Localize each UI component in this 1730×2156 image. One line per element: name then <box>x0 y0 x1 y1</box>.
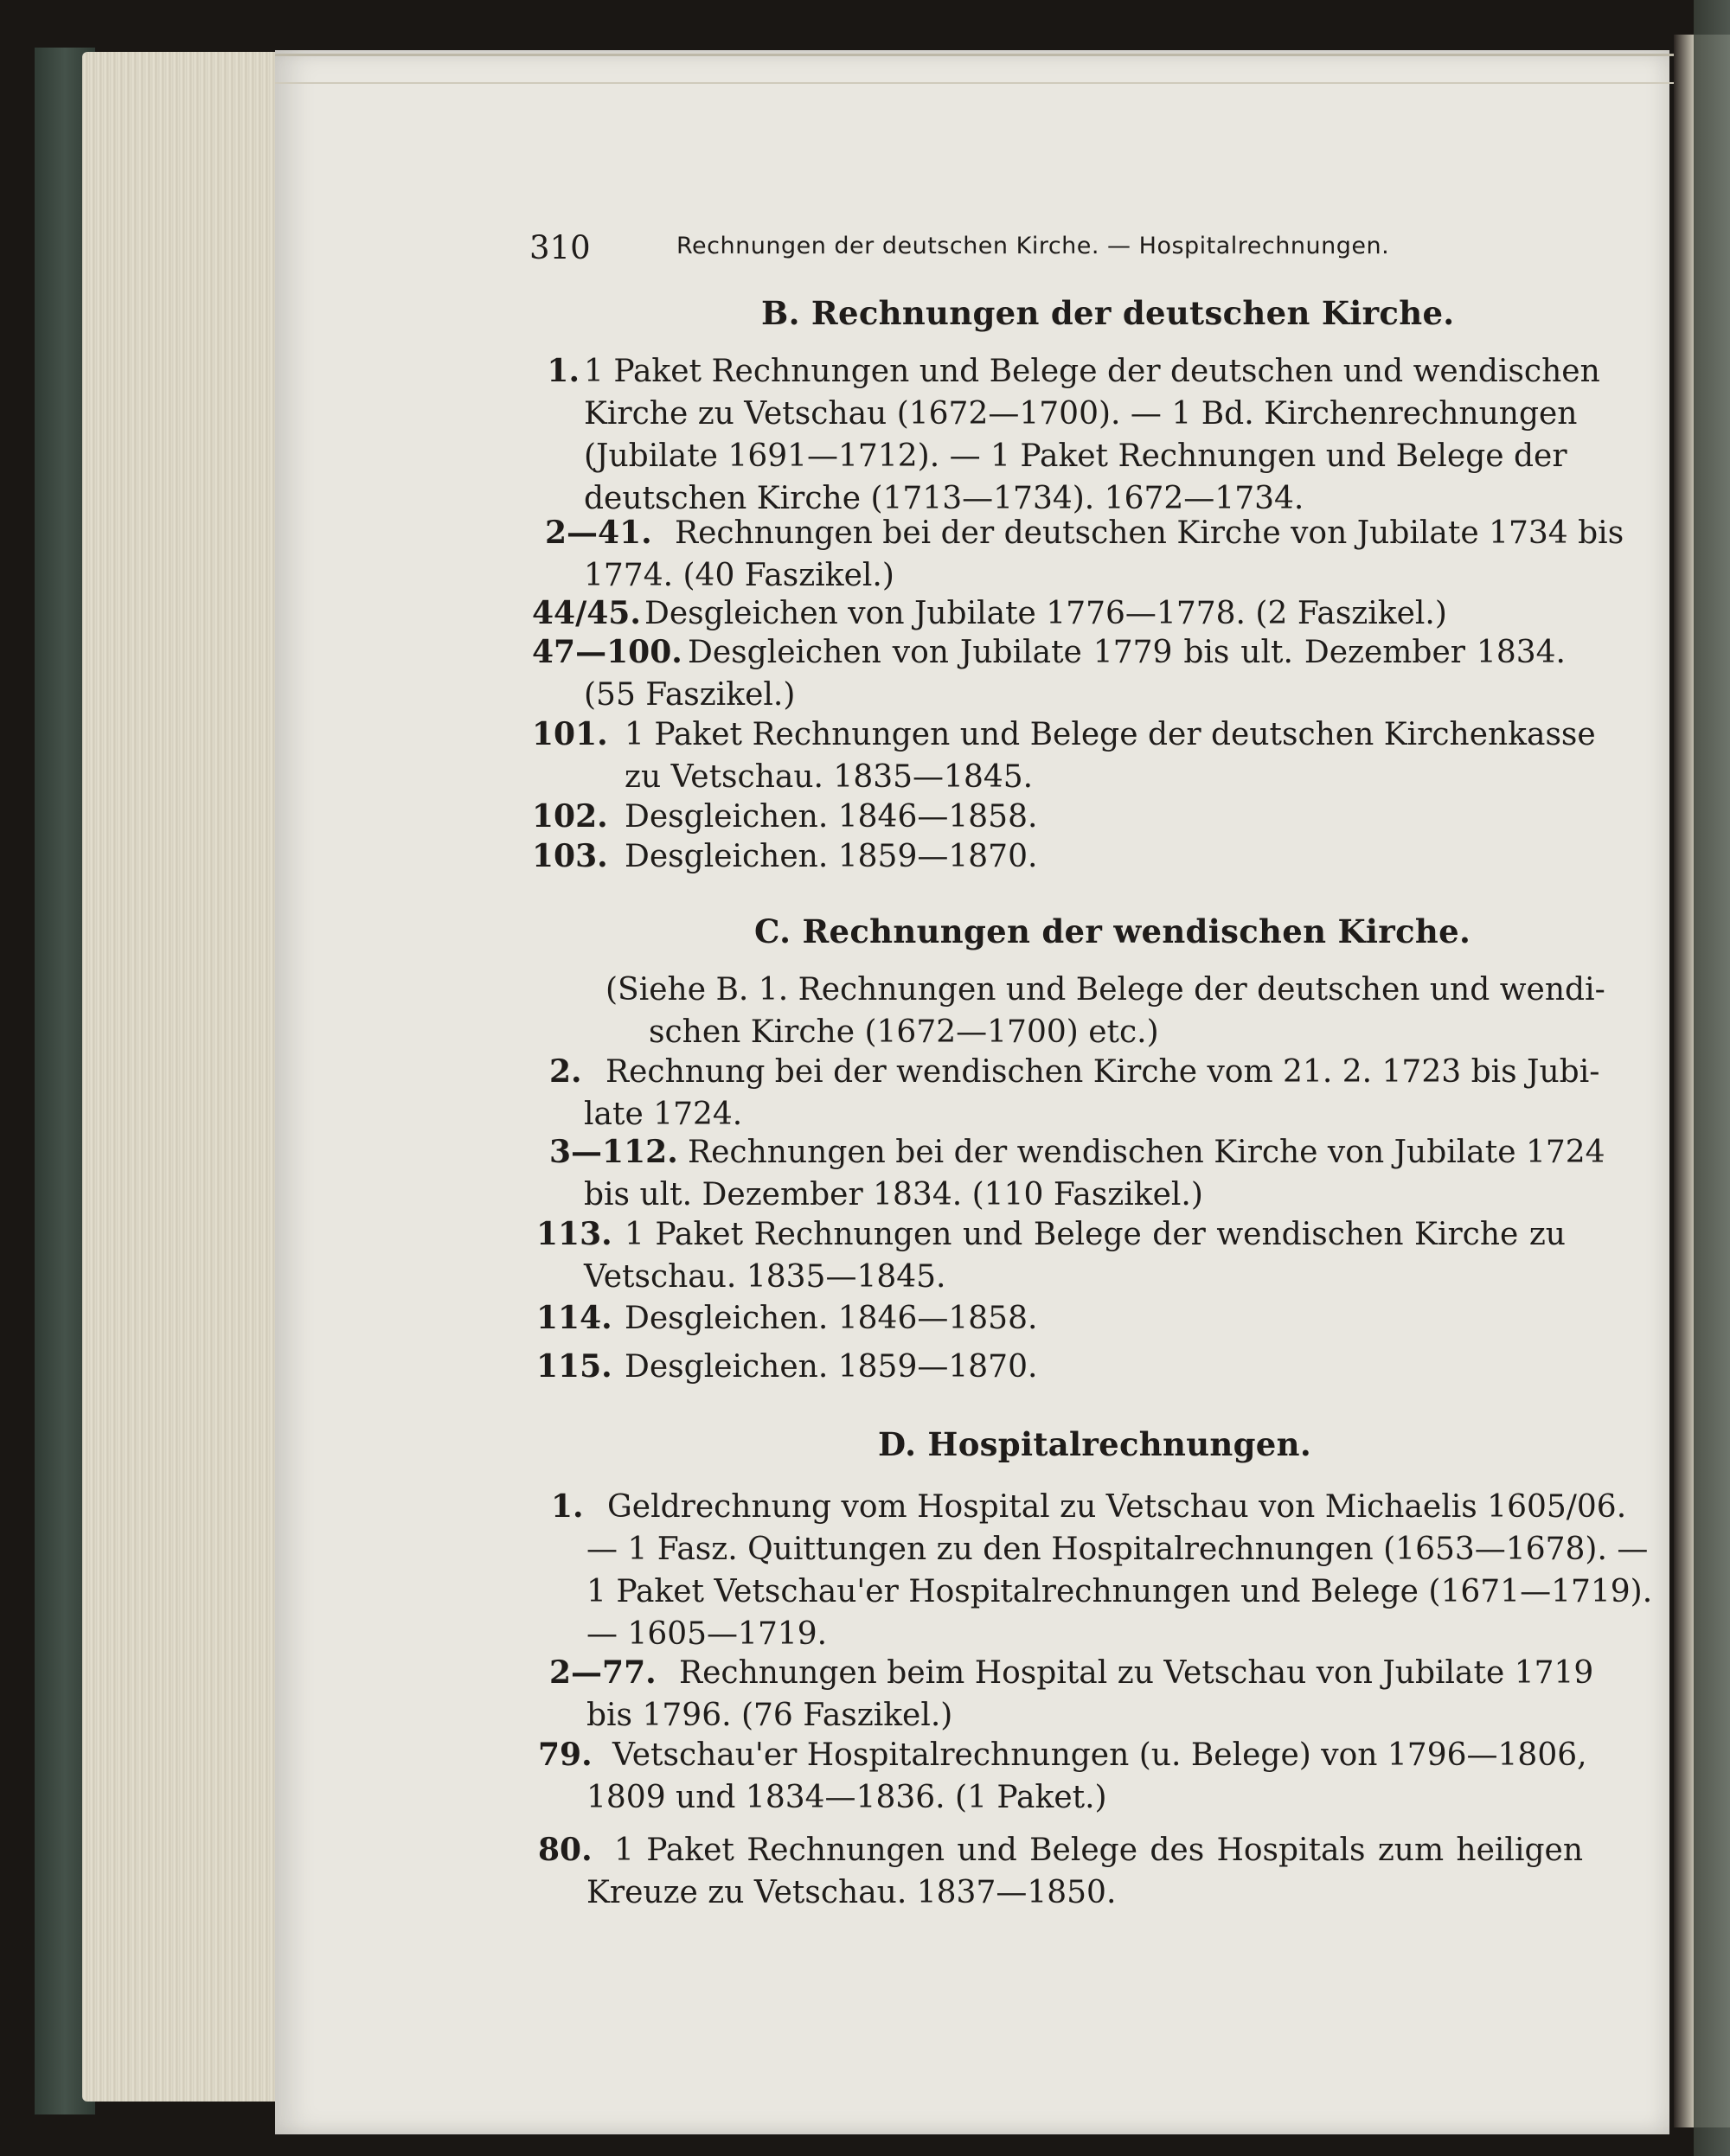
entry-line: — 1 Fasz. Quittungen zu den Hospitalrechnungen (1653—1678). — <box>586 1532 1649 1567</box>
entry-line: 1 Paket Rechnungen und Belege der deutschen Kirchenkasse <box>625 717 1596 752</box>
entry-line: 1 Paket Vetschau'er Hospitalrechnungen und Belege (1671—1719). <box>586 1574 1653 1609</box>
entry-line: Kreuze zu Vetschau. 1837—1850. <box>586 1875 1117 1910</box>
entry-number: 2—77. <box>549 1654 657 1691</box>
entry-number: 80. <box>538 1832 593 1868</box>
entry-line: schen Kirche (1672—1700) etc.) <box>649 1014 1159 1050</box>
entry-number: 113. <box>536 1216 612 1252</box>
entry-line: Rechnung bei der wendischen Kirche vom 21. 2. 1723 bis Jubi- <box>606 1054 1600 1090</box>
entry-number: 103. <box>532 838 608 874</box>
entry-line: deutschen Kirche (1713—1734). 1672—1734. <box>584 481 1304 516</box>
entry-number: 79. <box>538 1737 593 1773</box>
entry-line: — 1605—1719. <box>586 1616 828 1652</box>
entry-line: Rechnungen beim Hospital zu Vetschau von Jubilate 1719 <box>679 1655 1594 1691</box>
section-heading-b: B. Rechnungen der deutschen Kirche. <box>761 294 1455 332</box>
entry-line: late 1724. <box>584 1097 743 1132</box>
entry-number: 44/45. <box>532 595 641 631</box>
entry-line: (55 Faszikel.) <box>584 677 796 713</box>
entry-line: 1 Paket Rechnungen und Belege der deutschen und wendischen <box>584 354 1600 389</box>
entry-line: bis ult. Dezember 1834. (110 Faszikel.) <box>584 1177 1203 1212</box>
running-title: Rechnungen der deutschen Kirche. — Hospitalrechnungen. <box>676 233 1390 259</box>
page-header <box>529 229 1412 267</box>
entry-line: Geldrechnung vom Hospital zu Vetschau von Michaelis 1605/06. <box>607 1489 1627 1525</box>
entry-line: bis 1796. (76 Faszikel.) <box>586 1698 953 1733</box>
entry-number: 101. <box>532 716 608 752</box>
entry-line: Vetschau. 1835—1845. <box>584 1259 946 1295</box>
entry-number: 114. <box>536 1300 612 1336</box>
entry-line: Vetschau'er Hospitalrechnungen (u. Belege) von 1796—1806, <box>612 1737 1587 1773</box>
page-number: 310 <box>529 229 591 266</box>
entry-number: 3—112. <box>549 1134 678 1170</box>
entry-line: Kirche zu Vetschau (1672—1700). — 1 Bd. Kirchenrechnungen <box>584 396 1578 432</box>
entry-line: Desgleichen. 1859—1870. <box>625 839 1038 874</box>
entry-number: 2. <box>549 1053 582 1090</box>
entry-line: zu Vetschau. 1835—1845. <box>625 759 1034 795</box>
entry-line: Desgleichen. 1846—1858. <box>625 1301 1038 1336</box>
entry-line: 1 Paket Rechnungen und Belege des Hospitals zum heiligen <box>614 1833 1583 1868</box>
entry-line: Desgleichen. 1846—1858. <box>625 799 1038 835</box>
entry-number: 102. <box>532 798 608 835</box>
section-heading-c: C. Rechnungen der wendischen Kirche. <box>754 912 1471 950</box>
entry-line: Rechnungen bei der deutschen Kirche von Jubilate 1734 bis <box>675 515 1624 551</box>
entry-line: 1809 und 1834—1836. (1 Paket.) <box>586 1780 1107 1815</box>
entry-number: 2—41. <box>545 515 652 551</box>
entry-line: 1 Paket Rechnungen und Belege der wendischen Kirche zu <box>625 1217 1566 1252</box>
entry-line: Desgleichen von Jubilate 1779 bis ult. Dezember 1834. <box>688 635 1566 670</box>
entry-line: Desgleichen. 1859—1870. <box>625 1349 1038 1385</box>
entry-number: 1. <box>547 353 580 389</box>
entry-number: 1. <box>551 1488 584 1525</box>
entry-line: Rechnungen bei der wendischen Kirche von Jubilate 1724 <box>688 1135 1605 1170</box>
entry-line: (Jubilate 1691—1712). — 1 Paket Rechnungen und Belege der <box>584 438 1567 474</box>
entry-line: Desgleichen von Jubilate 1776—1778. (2 Faszikel.) <box>644 596 1447 631</box>
entry-line: 1774. (40 Faszikel.) <box>584 558 894 593</box>
entry-number: 115. <box>536 1348 612 1385</box>
section-heading-d: D. Hospitalrechnungen. <box>878 1425 1312 1463</box>
entry-number: 47—100. <box>532 634 682 670</box>
entry-line: (Siehe B. 1. Rechnungen und Belege der deutschen und wendi- <box>606 972 1605 1008</box>
